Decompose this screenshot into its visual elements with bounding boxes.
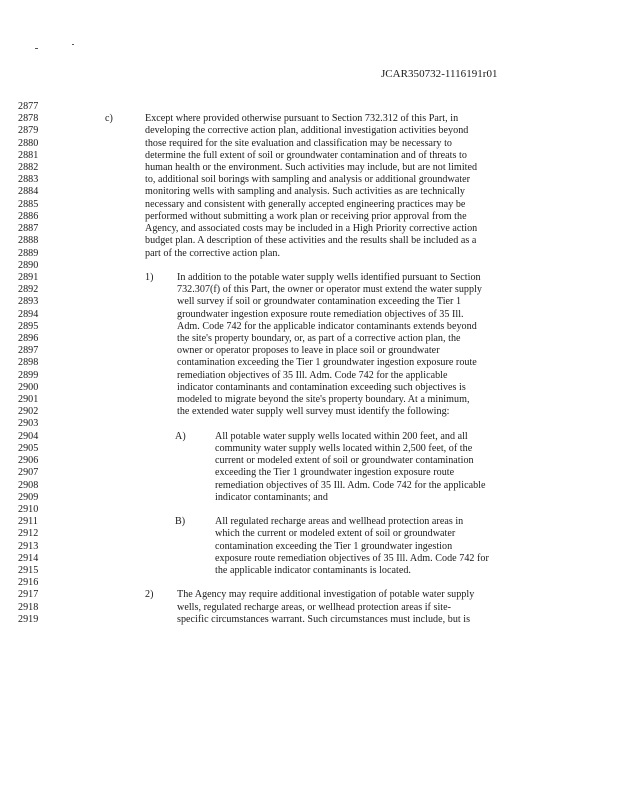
line-number: 2882 [18, 162, 39, 174]
document-line [0, 528, 618, 540]
line-number: 2915 [18, 564, 39, 576]
document-line [0, 345, 618, 357]
line-number: 2901 [18, 394, 39, 406]
line-text: specific circumstances warrant. Such circumstances must include, but is [177, 613, 471, 625]
document-line [0, 321, 618, 333]
line-text: The Agency may require additional investigation of potable water supply [177, 589, 475, 601]
line-number: 2878 [18, 113, 39, 125]
line-text: Adm. Code 742 for the applicable indicator contaminants extends beyond [177, 320, 477, 332]
line-number: 2879 [18, 125, 39, 137]
document-line [0, 260, 618, 272]
document-line [0, 443, 618, 455]
line-number: 2890 [18, 259, 39, 271]
line-text: Agency, and associated costs may be included in a High Priority corrective action [145, 223, 478, 235]
line-number: 2899 [18, 369, 39, 381]
line-text: contamination exceeding the Tier 1 groundwater ingestion [215, 540, 453, 552]
document-line [0, 370, 618, 382]
line-text: well survey if soil or groundwater contamination exceeding the Tier 1 [177, 296, 462, 308]
document-line [0, 553, 618, 565]
line-text: which the current or modeled extent of soil or groundwater [215, 528, 456, 540]
line-number: 2887 [18, 223, 39, 235]
document-line [0, 516, 618, 528]
line-number: 2884 [18, 186, 39, 198]
document-line [0, 125, 618, 137]
line-text: exposure route remediation objectives of 35 Ill. Adm. Code 742 for [215, 552, 489, 564]
line-text: indicator contaminants; and [215, 491, 328, 503]
line-text: In addition to the potable water supply wells identified pursuant to Section [177, 271, 481, 283]
line-text: the extended water supply well survey must identify the following: [177, 406, 450, 418]
line-number: 2897 [18, 345, 39, 357]
line-number: 2914 [18, 552, 39, 564]
document-line [0, 186, 618, 198]
line-text: developing the corrective action plan, additional investigation activities beyond [145, 125, 469, 137]
line-number: 2883 [18, 174, 39, 186]
document-line [0, 235, 618, 247]
line-number: 2913 [18, 540, 39, 552]
document-line [0, 211, 618, 223]
document-line [0, 150, 618, 162]
line-number: 2903 [18, 418, 39, 430]
line-number: 2894 [18, 308, 39, 320]
line-text: exceeding the Tier 1 groundwater ingestion exposure route [215, 467, 455, 479]
line-text: indicator contaminants and contamination exceeding such objectives is [177, 381, 466, 393]
line-text: All potable water supply wells located within 200 feet, and all [215, 430, 468, 442]
document-line [0, 480, 618, 492]
line-number: 2909 [18, 491, 39, 503]
line-number: 2908 [18, 479, 39, 491]
line-text: modeled to migrate beyond the site's property boundary. At a minimum, [177, 394, 470, 406]
document-line [0, 467, 618, 479]
document-line [0, 272, 618, 284]
line-number: 2880 [18, 137, 39, 149]
document-line [0, 357, 618, 369]
line-number: 2910 [18, 503, 39, 515]
document-line [0, 492, 618, 504]
document-line [0, 406, 618, 418]
line-text: groundwater ingestion exposure route remediation objectives of 35 Ill. [177, 308, 464, 320]
subsection-label: c) [105, 113, 113, 125]
line-number: 2881 [18, 149, 39, 161]
document-line [0, 382, 618, 394]
line-text: wells, regulated recharge areas, or wellhead protection areas if site- [177, 601, 452, 613]
document-line [0, 565, 618, 577]
line-number: 2898 [18, 357, 39, 369]
line-number: 2900 [18, 381, 39, 393]
document-line [0, 541, 618, 553]
line-number: 2896 [18, 332, 39, 344]
document-line [0, 162, 618, 174]
line-number: 2905 [18, 442, 39, 454]
line-text: necessary and consistent with generally accepted engineering practices may be [145, 198, 466, 210]
document-line [0, 296, 618, 308]
line-number: 2917 [18, 589, 39, 601]
document-line [0, 138, 618, 150]
line-number: 2895 [18, 320, 39, 332]
document-line [0, 101, 618, 113]
line-text: remediation objectives of 35 Ill. Adm. Code 742 for the applicable [177, 369, 448, 381]
line-text: current or modeled extent of soil or groundwater contamination [215, 455, 474, 467]
line-number: 2918 [18, 601, 39, 613]
line-text: budget plan. A description of these activities and the results shall be included as a [145, 235, 477, 247]
scan-mark [35, 48, 38, 49]
line-number: 2888 [18, 235, 39, 247]
line-text: the site's property boundary, or, as part of a corrective action plan, the [177, 332, 461, 344]
line-number: 2906 [18, 455, 39, 467]
line-number: 2893 [18, 296, 39, 308]
line-text: All regulated recharge areas and wellhead protection areas in [215, 516, 464, 528]
line-number: 2886 [18, 210, 39, 222]
document-line [0, 113, 618, 125]
document-line [0, 284, 618, 296]
document-line [0, 614, 618, 626]
line-text: community water supply wells located within 2,500 feet, of the [215, 442, 473, 454]
document-line [0, 418, 618, 430]
subsection-label: A) [175, 430, 186, 442]
line-text: human health or the environment. Such activities may include, but are not limited [145, 162, 478, 174]
document-line [0, 248, 618, 260]
line-text: performed without submitting a work plan or receiving prior approval from the [145, 210, 467, 222]
line-text: remediation objectives of 35 Ill. Adm. Code 742 for the applicable [215, 479, 486, 491]
line-number: 2907 [18, 467, 39, 479]
line-number: 2877 [18, 101, 39, 112]
line-text: Except where provided otherwise pursuant to Section 732.312 of this Part, in [145, 113, 459, 125]
subsection-label: 2) [145, 589, 154, 601]
line-number: 2885 [18, 198, 39, 210]
document-line [0, 174, 618, 186]
document-line [0, 223, 618, 235]
subsection-label: B) [175, 516, 186, 528]
line-number: 2916 [18, 577, 39, 589]
document-line [0, 455, 618, 467]
document-line [0, 394, 618, 406]
line-number: 2912 [18, 528, 39, 540]
line-text: those required for the site evaluation and classification may be necessary to [145, 137, 452, 149]
line-text: owner or operator proposes to leave in place soil or groundwater [177, 345, 440, 357]
document-line [0, 589, 618, 601]
line-number: 2904 [18, 430, 39, 442]
document-line [0, 333, 618, 345]
line-number: 2892 [18, 284, 39, 296]
scan-mark [72, 44, 74, 45]
line-number: 2891 [18, 271, 39, 283]
line-text: contamination exceeding the Tier 1 groundwater ingestion exposure route [177, 357, 477, 369]
line-text: to, additional soil borings with sampling and analysis or additional groundwater [145, 174, 471, 186]
document-line [0, 602, 618, 614]
document-code-header: JCAR350732-1116191r01 [381, 68, 498, 80]
line-text: part of the corrective action plan. [145, 247, 281, 259]
line-text: the applicable indicator contaminants is located. [215, 564, 411, 576]
line-number: 2911 [18, 516, 38, 528]
document-line [0, 577, 618, 589]
line-text: 732.307(f) of this Part, the owner or operator must extend the water supply [177, 284, 482, 296]
line-text: determine the full extent of soil or groundwater contamination and of threats to [145, 149, 467, 161]
line-number: 2919 [18, 613, 39, 625]
subsection-label: 1) [145, 271, 154, 283]
document-line [0, 199, 618, 211]
document-line [0, 504, 618, 516]
line-number: 2902 [18, 406, 39, 418]
line-number: 2889 [18, 247, 39, 259]
document-line [0, 431, 618, 443]
document-line [0, 309, 618, 321]
line-text: monitoring wells with sampling and analysis. Such activities as are technically [145, 186, 465, 198]
